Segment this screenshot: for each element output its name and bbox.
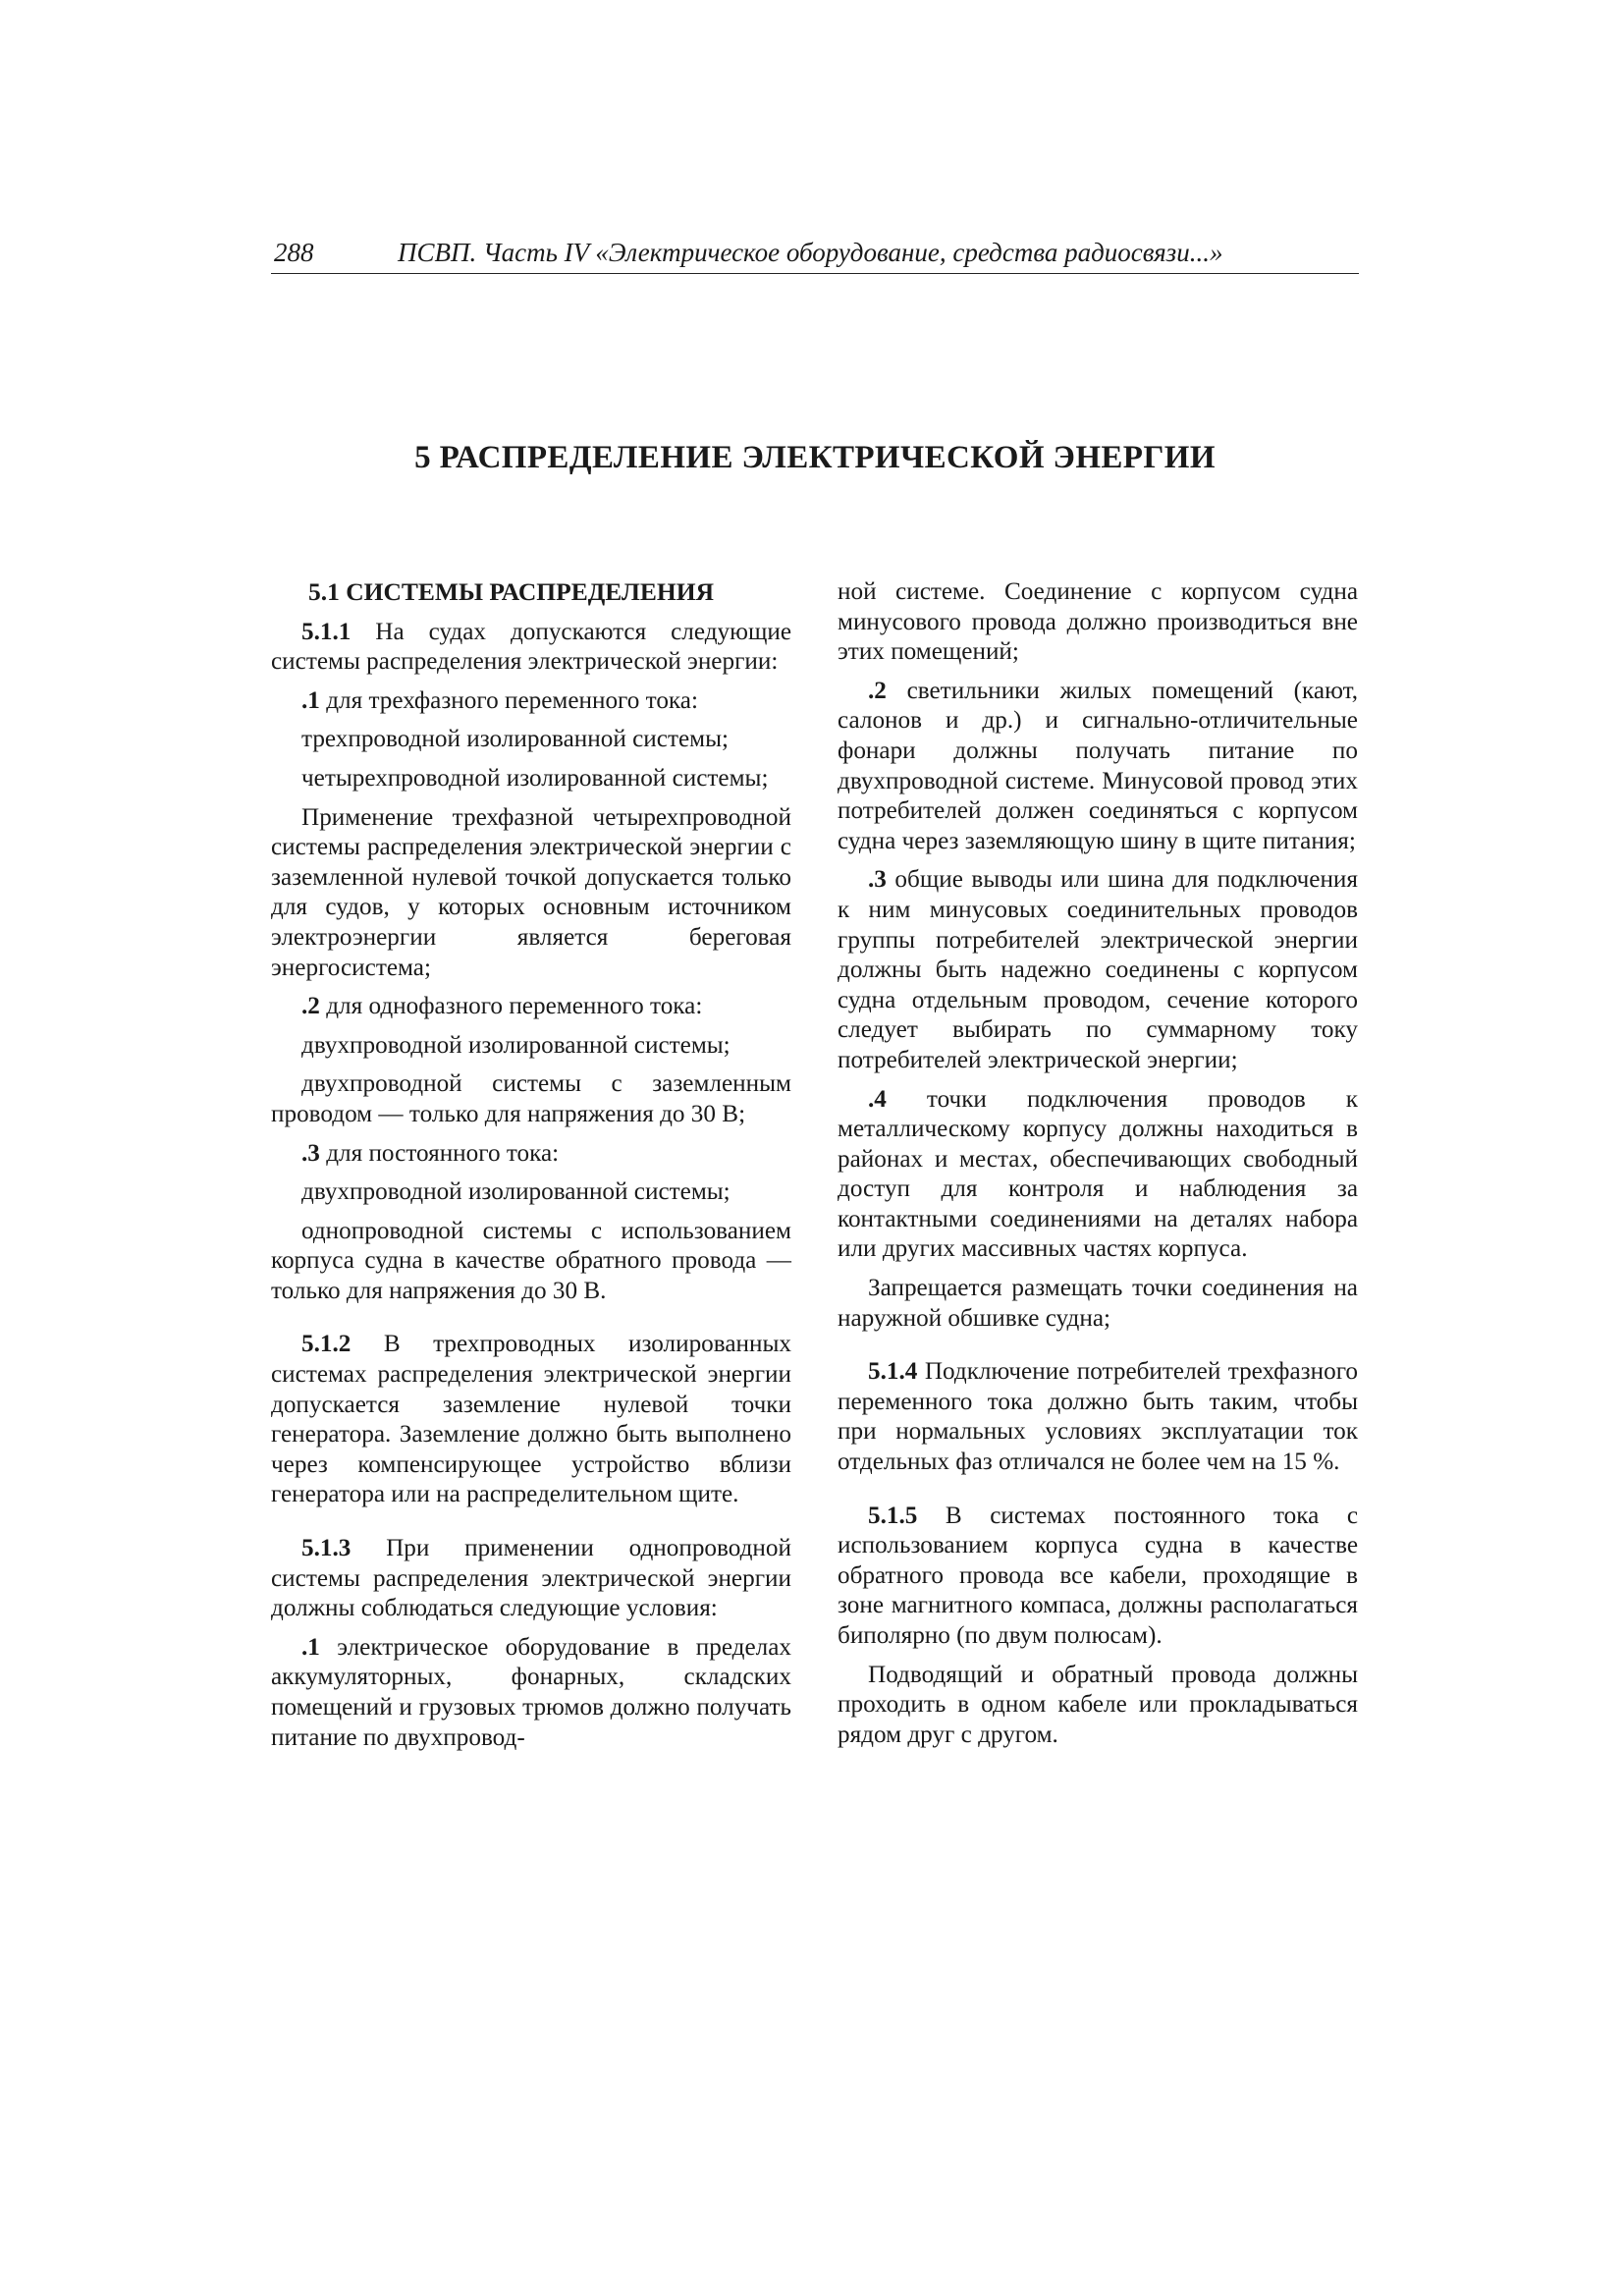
clause-number: .4 bbox=[868, 1085, 887, 1113]
paragraph bbox=[838, 1274, 1358, 1334]
paragraph bbox=[838, 1357, 1358, 1477]
paragraph bbox=[838, 1502, 1358, 1652]
paragraph bbox=[271, 1217, 791, 1307]
clause-number: .3 bbox=[868, 866, 887, 894]
clause-number: 5.1.5 bbox=[868, 1502, 918, 1529]
clause-number: .2 bbox=[868, 677, 887, 704]
clause-number: .1 bbox=[301, 1633, 320, 1661]
paragraph bbox=[271, 764, 791, 794]
paragraph-text: двухпроводной изолированной системы; bbox=[301, 1178, 730, 1206]
paragraph-text: двухпроводной изолированной системы; bbox=[301, 1031, 730, 1059]
clause-number: .1 bbox=[301, 686, 320, 714]
paragraph-text: В системах постоянного тока с использованием корпуса судна в качестве обратного провода все кабели, проходящие в зоне магнитного компаса, должны располагаться биполярно (по двум полюсам). bbox=[838, 1502, 1358, 1649]
section-title: 5.1 СИСТЕМЫ РАСПРЕДЕЛЕНИЯ bbox=[308, 577, 715, 606]
paragraph bbox=[838, 677, 1358, 857]
paragraph-text: однопроводной системы с использованием корпуса судна в качестве обратного провода — только для напряжения до 30 В. bbox=[271, 1217, 791, 1304]
paragraph bbox=[271, 1534, 791, 1624]
paragraph-text: Запрещается размещать точки соединения на наружной обшивке судна; bbox=[838, 1275, 1358, 1332]
running-title: ПСВП. Часть IV «Электрическое оборудование, средства радиосвязи...» bbox=[398, 238, 1223, 267]
paragraph bbox=[838, 865, 1358, 1075]
paragraph-text: для однофазного переменного тока: bbox=[319, 993, 703, 1020]
paragraph-text: общие выводы или шина для подключения к ним минусовых соединительных проводов группы потребителей электрической энергии должны быть надежно соединены с корпусом судна отдельным проводом, сечение которого следует выбирать по суммарному току потребителей электрической энергии; bbox=[838, 866, 1358, 1073]
clause-number: 5.1.1 bbox=[301, 618, 352, 645]
header-rule bbox=[271, 273, 1359, 274]
paragraph-text: На судах допускаются следующие системы распределения электрической энергии: bbox=[271, 618, 791, 676]
paragraph-text: При применении однопроводной системы распределения электрической энергии должны соблюдаться следующие условия: bbox=[271, 1535, 791, 1622]
paragraph bbox=[271, 725, 791, 755]
paragraph bbox=[271, 803, 791, 984]
paragraph-text: трехпроводной изолированной системы; bbox=[301, 726, 730, 753]
paragraph-text: Подводящий и обратный провода должны проходить в одном кабеле или прокладываться рядом друг с другом. bbox=[838, 1661, 1358, 1748]
paragraph-text: ной системе. Соединение с корпусом судна минусового провода должно производиться вне этих помещений; bbox=[838, 578, 1358, 666]
chapter-title: 5 РАСПРЕДЕЛЕНИЕ ЭЛЕКТРИЧЕСКОЙ ЭНЕРГИИ bbox=[414, 440, 1216, 475]
paragraph bbox=[271, 1633, 791, 1753]
paragraph bbox=[271, 686, 791, 717]
paragraph bbox=[271, 1330, 791, 1510]
left-column bbox=[271, 577, 791, 1762]
paragraph-text: для постоянного тока: bbox=[319, 1139, 560, 1167]
paragraph bbox=[271, 1069, 791, 1129]
page-number: 288 bbox=[274, 238, 314, 267]
paragraph-text: для трехфазного переменного тока: bbox=[319, 686, 698, 714]
clause-number: 5.1.3 bbox=[301, 1535, 352, 1562]
paragraph bbox=[838, 1085, 1358, 1266]
paragraph-text: В трехпроводных изолированных системах распределения электрической энергии допускается заземление нулевой точки генератора. Заземление должно быть выполнено через компенсирующее устройство вблизи генератора или на распределительном щите. bbox=[271, 1331, 791, 1508]
paragraph bbox=[838, 1661, 1358, 1751]
paragraph-text: Подключение потребителей трехфазного переменного тока должно быть таким, чтобы при нормальных условиях эксплуатации ток отдельных фаз отличался не более чем на 15 %. bbox=[838, 1358, 1358, 1476]
clause-number: .2 bbox=[301, 993, 320, 1020]
paragraph bbox=[271, 618, 791, 678]
paragraph-text: светильники жилых помещений (кают, салонов и др.) и сигнально-отличительные фонари должны получать питание по двухпроводной системе. Минусовой провод этих потребителей должен соединяться с корпусом судна через заземляющую шину в щите питания; bbox=[838, 677, 1358, 854]
clause-number: 5.1.2 bbox=[301, 1331, 352, 1358]
paragraph bbox=[271, 1139, 791, 1170]
clause-number: .3 bbox=[301, 1139, 320, 1167]
paragraph-text: двухпроводной системы с заземленным проводом — только для напряжения до 30 В; bbox=[271, 1070, 791, 1127]
paragraph bbox=[838, 577, 1358, 668]
clause-number: 5.1.4 bbox=[868, 1358, 918, 1386]
paragraph-text: Применение трехфазной четырехпроводной системы распределения электрической энергии с заземленной нулевой точкой допускается только для судов, у которых основным источником электроэнергии является береговая энергосистема; bbox=[271, 803, 791, 981]
paragraph-text: точки подключения проводов к металлическому корпусу должны находиться в районах и местах, обеспечивающих свободный доступ для контроля и наблюдения за контактными соединениями на деталях набора или других массивных частях корпуса. bbox=[838, 1085, 1358, 1263]
paragraph bbox=[271, 992, 791, 1022]
paragraph-text: электрическое оборудование в пределах аккумуляторных, фонарных, складских помещений и грузовых трюмов должно получать питание по двухпровод- bbox=[271, 1633, 791, 1751]
paragraph bbox=[271, 1177, 791, 1208]
right-column bbox=[838, 577, 1358, 1759]
paragraph-text: четырехпроводной изолированной системы; bbox=[301, 764, 769, 792]
paragraph bbox=[271, 1031, 791, 1062]
